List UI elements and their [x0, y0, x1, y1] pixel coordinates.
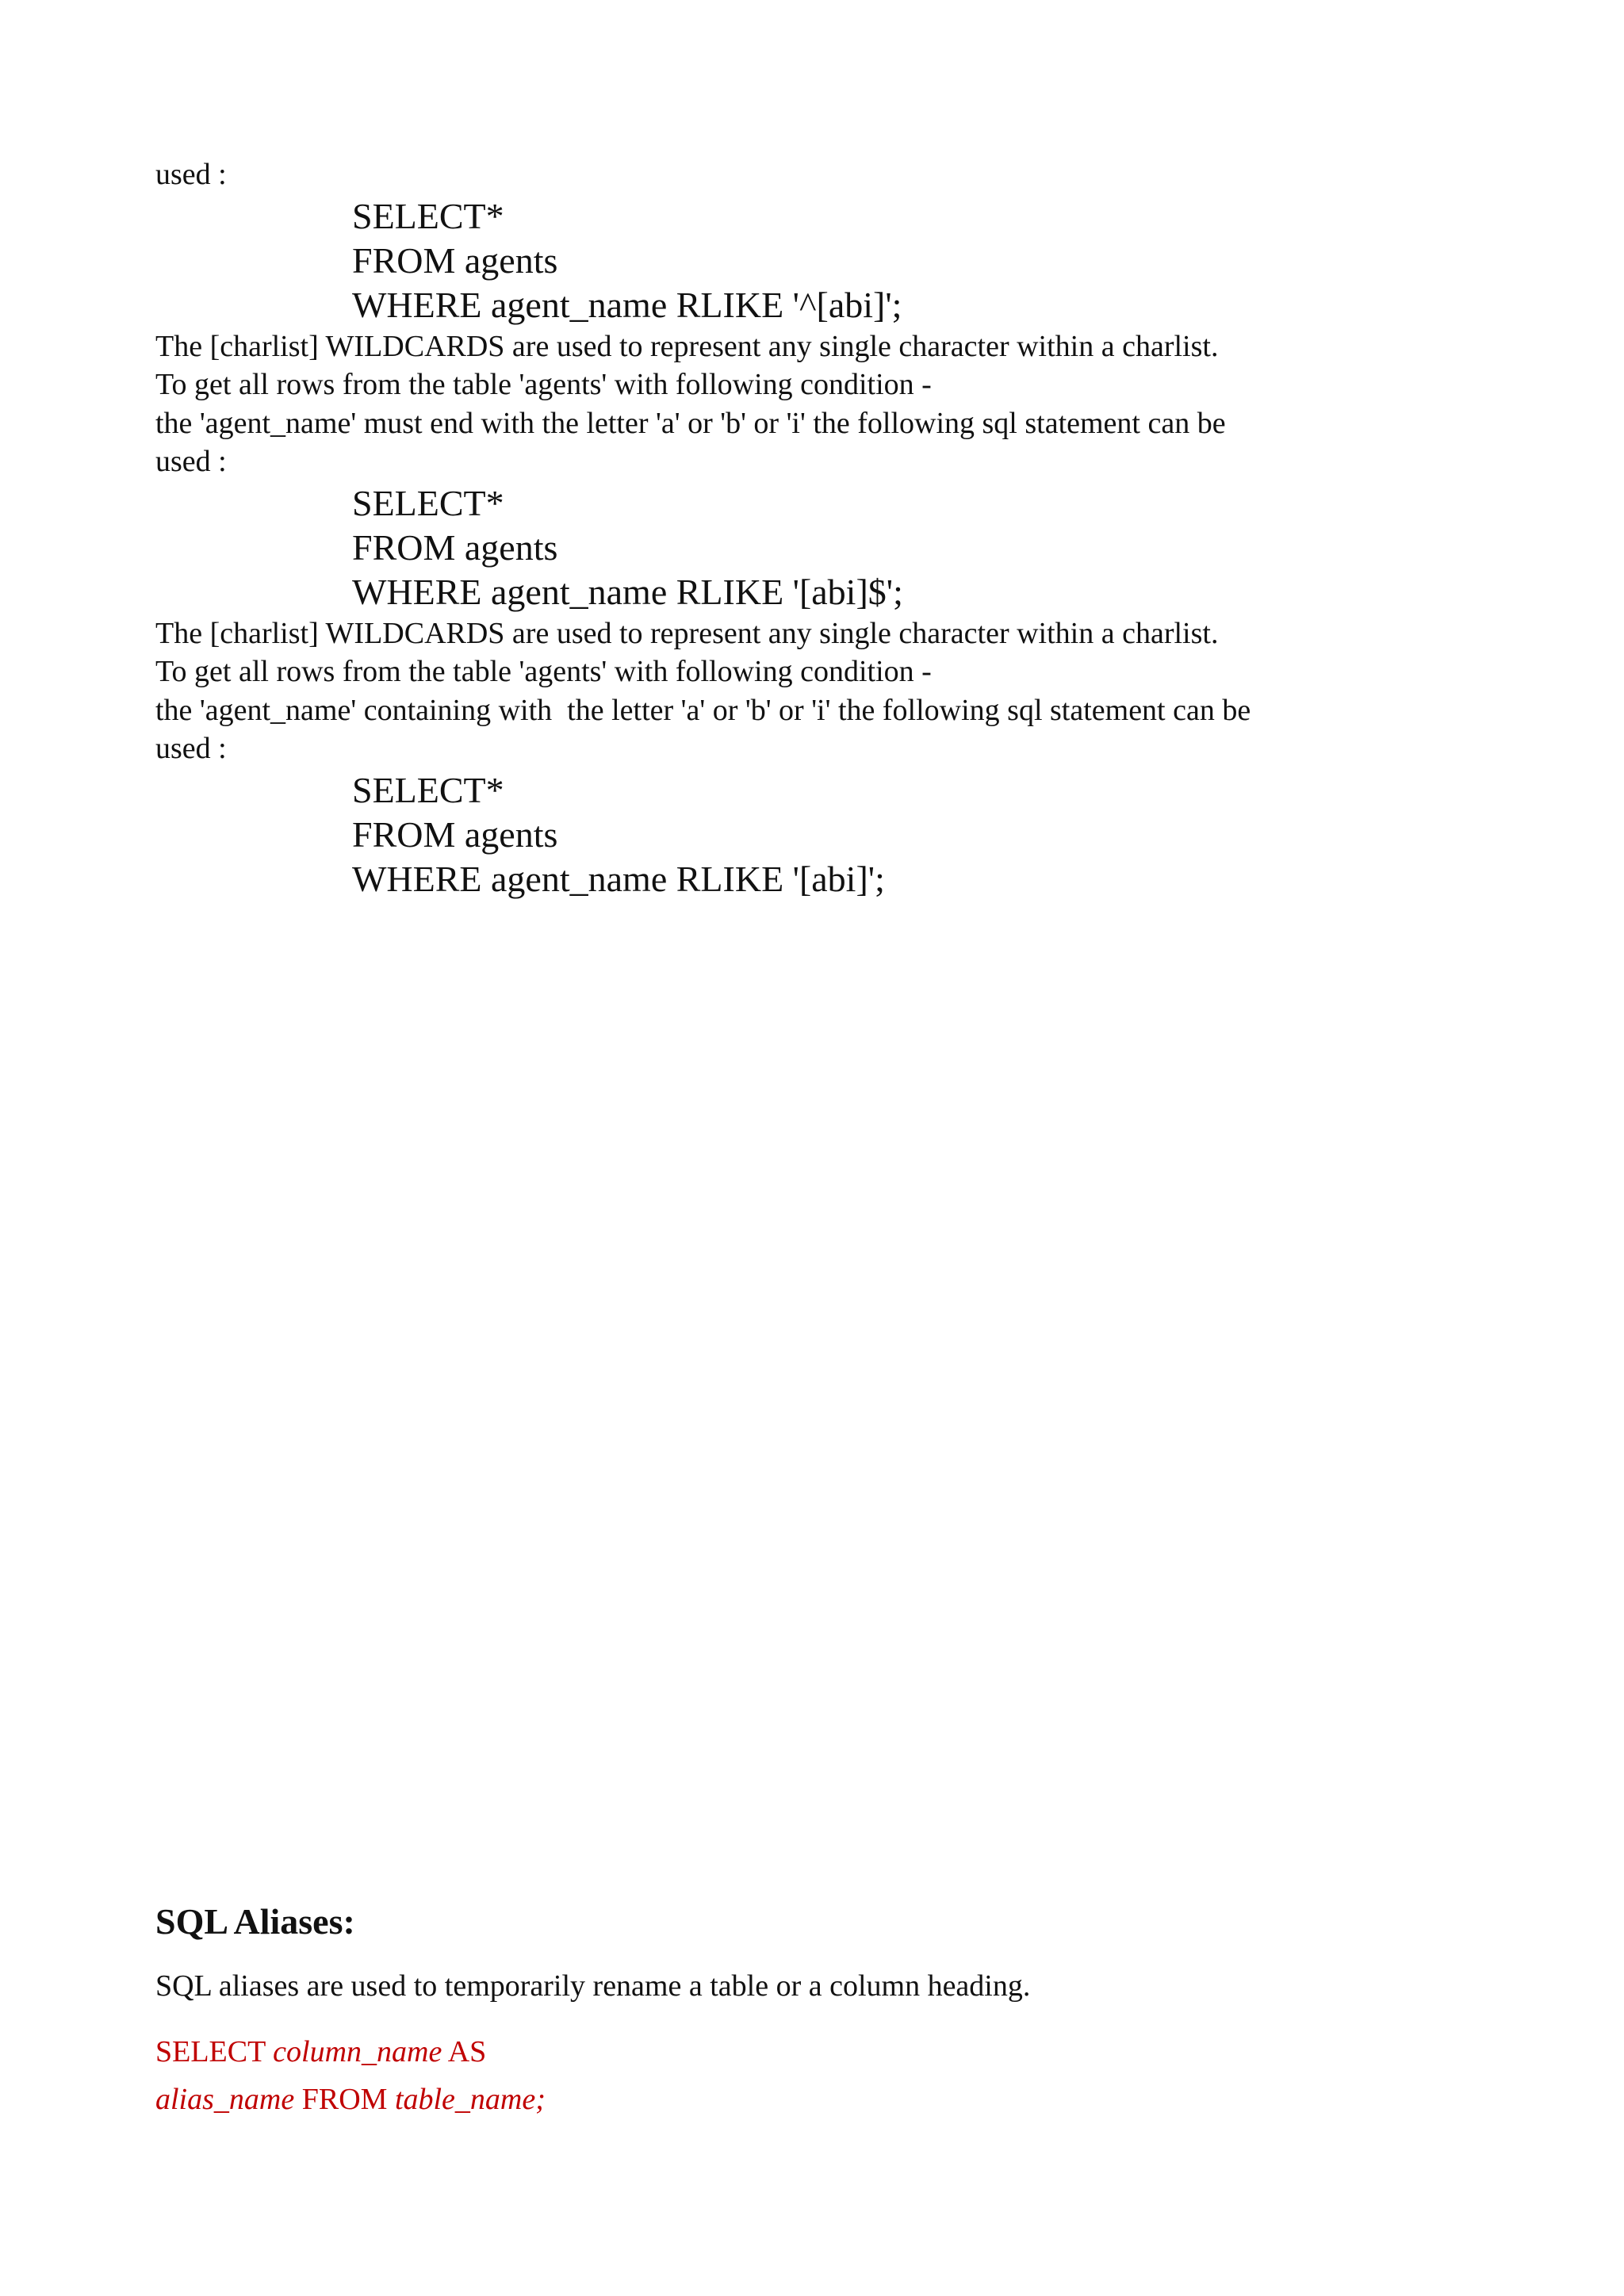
sql-code-line: WHERE agent_name RLIKE '^[abi]'; — [352, 284, 902, 325]
syntax-keyword: SELECT — [155, 2035, 274, 2068]
sql-code-line: FROM agents — [352, 813, 558, 855]
sql-code-block — [155, 194, 1503, 327]
sql-code-line: FROM agents — [352, 526, 558, 568]
syntax-line — [155, 2076, 1503, 2123]
section-heading: SQL Aliases: — [155, 1901, 355, 1942]
sql-code-block — [155, 481, 1503, 614]
sql-code-line: WHERE agent_name RLIKE '[abi]'; — [352, 858, 885, 899]
example-block — [155, 614, 1503, 901]
intro-line: The [charlist] WILDCARDS are used to represent any single character within a charlist. — [155, 616, 1219, 650]
alias-syntax — [155, 2028, 1503, 2123]
section-description: SQL aliases are used to temporarily rename a table or a column heading. — [155, 1969, 1031, 2003]
syntax-argument: alias_name — [155, 2083, 295, 2116]
example-block — [155, 327, 1503, 614]
sql-code-line: WHERE agent_name RLIKE '[abi]$'; — [352, 571, 903, 612]
intro-line: the 'agent_name' must end with the letter 'a' or 'b' or 'i' the following sql statement can be — [155, 406, 1226, 440]
rlike-examples-section — [155, 155, 1503, 901]
syntax-keyword: FROM — [294, 2083, 395, 2116]
intro-line: To get all rows from the table 'agents' with following condition - — [155, 655, 932, 688]
sql-code-block — [155, 768, 1503, 901]
intro-line: To get all rows from the table 'agents' with following condition - — [155, 368, 932, 401]
sql-code-line: SELECT* — [352, 482, 504, 523]
intro-line: used : — [155, 445, 227, 478]
sql-code-line: SELECT* — [352, 195, 504, 236]
syntax-argument: column_name — [273, 2035, 442, 2068]
sql-code-line: SELECT* — [352, 769, 504, 810]
intro-line: used : — [155, 732, 227, 765]
intro-line: used : — [155, 158, 227, 191]
syntax-argument: table_name; — [394, 2083, 546, 2116]
syntax-keyword: AS — [442, 2035, 487, 2068]
intro-line: the 'agent_name' containing with the letter 'a' or 'b' or 'i' the following sql statement can be — [155, 693, 1251, 727]
example-block — [155, 155, 1503, 327]
syntax-line — [155, 2028, 1503, 2076]
sql-aliases-section — [155, 1898, 1503, 2123]
sql-code-line: FROM agents — [352, 239, 558, 281]
intro-line: The [charlist] WILDCARDS are used to represent any single character within a charlist. — [155, 329, 1219, 363]
